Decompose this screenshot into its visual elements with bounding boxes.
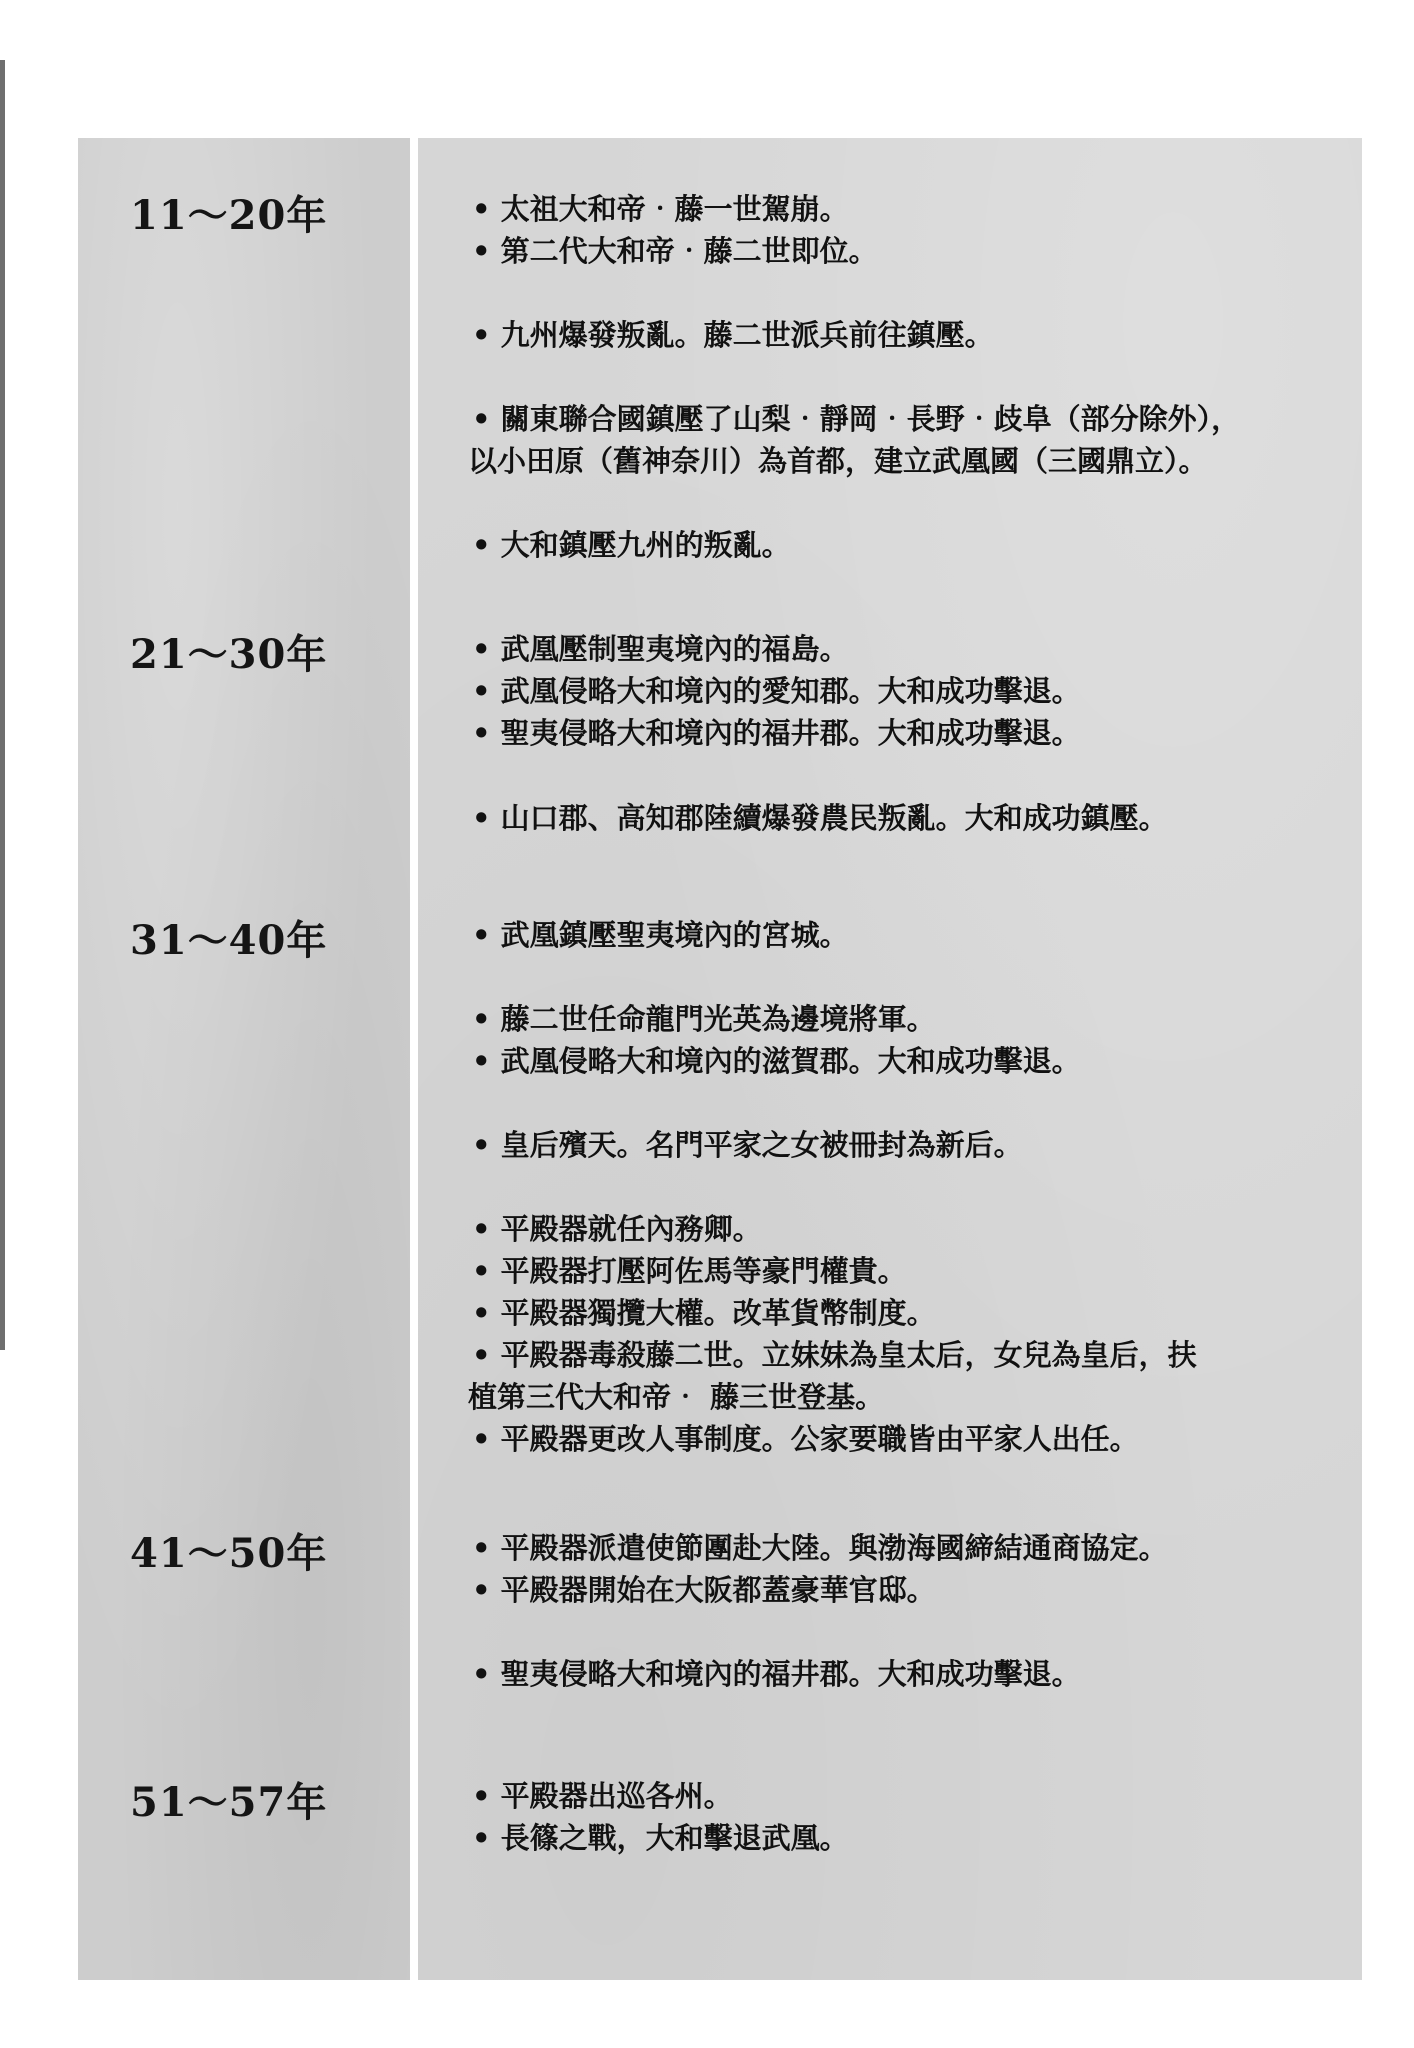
event-line: • 平殿器開始在大阪都蓋豪華官邸。	[472, 1573, 936, 1607]
event-line: • 聖夷侵略大和境內的福井郡。大和成功擊退。	[472, 716, 1081, 750]
period-column	[78, 138, 410, 1980]
period-label: 11～20年	[130, 192, 328, 239]
event-line: • 平殿器更改人事制度。公家要職皆由平家人出任。	[472, 1422, 1139, 1456]
event-line: • 藤二世任命龍門光英為邊境將軍。	[472, 1002, 936, 1036]
event-line: • 平殿器就任內務卿。	[472, 1212, 762, 1246]
event-line: • 太祖大和帝‧藤一世駕崩。	[472, 192, 849, 226]
period-label: 31～40年	[130, 917, 328, 964]
event-line: • 武凰侵略大和境內的愛知郡。大和成功擊退。	[472, 674, 1081, 708]
period-label: 41～50年	[130, 1530, 328, 1577]
period-label: 51～57年	[130, 1779, 328, 1826]
event-line: • 平殿器獨攬大權。改革貨幣制度。	[472, 1296, 936, 1330]
event-line: • 皇后殯天。名門平家之女被冊封為新后。	[472, 1128, 1023, 1162]
event-line-continuation: 以小田原（舊神奈川）為首都，建立武凰國（三國鼎立）。	[468, 444, 1208, 478]
event-line: • 山口郡、高知郡陸續爆發農民叛亂。大和成功鎮壓。	[472, 801, 1168, 835]
event-line: • 關東聯合國鎮壓了山梨‧靜岡‧長野‧歧阜（部分除外），	[472, 402, 1241, 436]
page-edge-mark	[0, 60, 5, 1350]
event-line: • 平殿器出巡各州。	[472, 1779, 733, 1813]
event-line: • 聖夷侵略大和境內的福井郡。大和成功擊退。	[472, 1657, 1081, 1691]
event-line: • 平殿器派遣使節團赴大陸。與渤海國締結通商協定。	[472, 1531, 1168, 1565]
period-label: 21～30年	[130, 631, 328, 678]
event-line: • 平殿器打壓阿佐馬等豪門權貴。	[472, 1254, 907, 1288]
event-line: • 大和鎮壓九州的叛亂。	[472, 528, 791, 562]
event-line: • 武凰鎮壓聖夷境內的宮城。	[472, 918, 849, 952]
event-line: • 九州爆發叛亂。藤二世派兵前往鎮壓。	[472, 318, 994, 352]
event-line: • 武凰壓制聖夷境內的福島。	[472, 632, 849, 666]
event-line: • 第二代大和帝‧藤二世即位。	[472, 234, 878, 268]
event-line: • 武凰侵略大和境內的滋賀郡。大和成功擊退。	[472, 1044, 1081, 1078]
event-line-continuation: 植第三代大和帝‧ 藤三世登基。	[468, 1380, 885, 1414]
event-line: • 平殿器毒殺藤二世。立妹妹為皇太后，女兒為皇后，扶	[472, 1338, 1197, 1372]
event-line: • 長篠之戰，大和擊退武凰。	[472, 1821, 849, 1855]
